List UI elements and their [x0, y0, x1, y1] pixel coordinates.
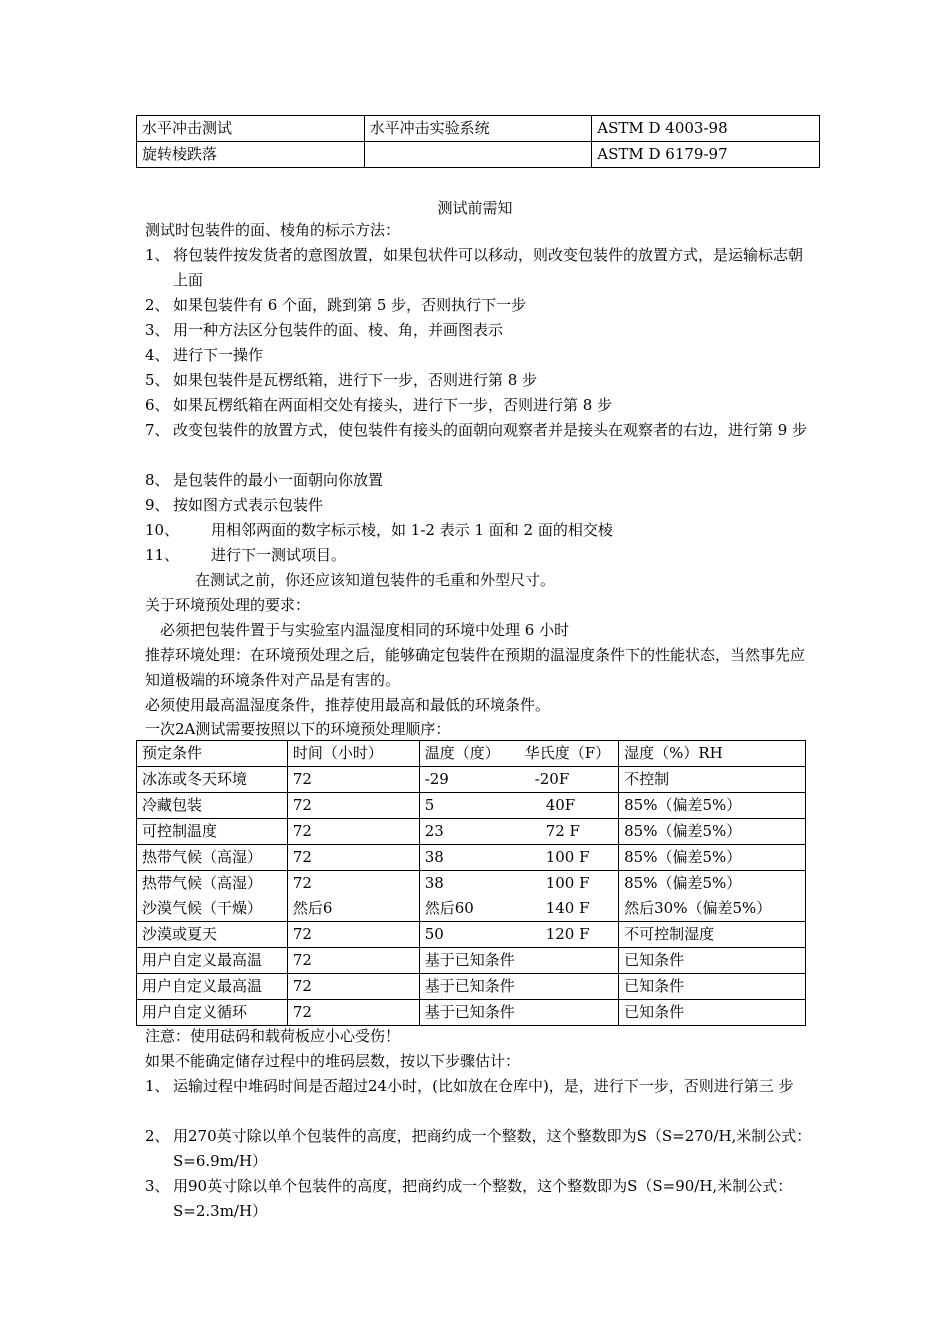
condition-cell: [137, 871, 288, 922]
table-cell: 水平冲击测试: [137, 116, 365, 142]
condition-cell: 冷藏包装: [137, 793, 288, 819]
section-title: 测试前需知: [437, 199, 513, 217]
stack-step-text: 用90英寸除以单个包装件的高度，把商约成一个整数，这个整数即为S（S=90/H,米制公式：S=2.3m/H）: [173, 1177, 793, 1220]
condition-cell: 可控制温度: [137, 819, 288, 845]
temp-cell: [419, 793, 618, 819]
condition-cell: 沙漠或夏天: [137, 922, 288, 948]
step-text: 进行下一操作: [173, 346, 264, 364]
fahrenheit-value: 40F: [545, 796, 576, 814]
table-cell: [364, 142, 592, 168]
environment-conditions-table: [136, 740, 806, 1026]
stack-intro: 如果不能确定储存过程中的堆码层数，按以下步骤估计：: [145, 1052, 521, 1070]
step-text: 改变包装件的放置方式，使包装件有接头的面朝向观察者并是接头在观察者的右边，进行第 9 步: [173, 421, 808, 439]
stack-step-text: 用270英寸除以单个包装件的高度，把商约成一个整数，这个整数即为S（S=270/H,米制公式：S=6.9m/H）: [173, 1127, 812, 1170]
stack-step-number: 3、: [145, 1177, 170, 1195]
stack-step-text: 运输过程中堆码时间是否超过24小时，(比如放在仓库中)，是，进行下一步，否则进行第三 步: [173, 1077, 794, 1095]
table-row: [137, 819, 806, 845]
humidity-cell: 85%（偏差5%）: [619, 819, 806, 845]
step-text: 按如图方式表示包装件: [173, 496, 324, 514]
condition-cell: 用户自定义最高温: [137, 948, 288, 974]
time-cell: 72: [287, 845, 419, 871]
fahrenheit-value: 100 F: [545, 848, 590, 866]
condition-cell: 冰冻或冬天环境: [137, 767, 288, 793]
fahrenheit-value: 120 F: [545, 925, 590, 943]
intro-text: 测试时包装件的面、棱角的标示方法：: [145, 221, 401, 239]
header-cell: 时间（小时）: [287, 741, 419, 767]
test-methods-table: [136, 115, 820, 168]
humidity-cell: [619, 871, 806, 922]
humidity-line: 85%（偏差5%）: [624, 874, 742, 892]
header-cell: 湿度（%）RH: [619, 741, 806, 767]
table-cell: 旋转棱跌落: [137, 142, 365, 168]
fahrenheit-value: 140 F: [545, 899, 590, 917]
humidity-cell: 不控制: [619, 767, 806, 793]
celsius-value: 23: [424, 822, 444, 840]
celsius-value: 5: [424, 796, 435, 814]
fahrenheit-value: 72 F: [545, 822, 580, 840]
step-number: 3、: [145, 321, 170, 339]
time-cell: 72: [287, 974, 419, 1000]
step-number: 9、: [145, 496, 170, 514]
table-row: [137, 948, 806, 974]
step-text: 如果包装件有 6 个面，跳到第 5 步，否则执行下一步: [173, 296, 527, 314]
step-text: 是包装件的最小一面朝向你放置: [173, 471, 384, 489]
time-cell: 72: [287, 1000, 419, 1026]
step-text: 如果包装件是瓦楞纸箱，进行下一步，否则进行第 8 步: [173, 371, 538, 389]
temp-line: [425, 871, 613, 896]
table-row-double: [137, 871, 806, 922]
temp-cell: [419, 871, 618, 922]
table-row: [137, 1000, 806, 1026]
temp-cell: [419, 767, 618, 793]
humidity-line: 然后30%（偏差5%）: [624, 899, 772, 917]
condition-cell: 热带气候（高湿）: [137, 845, 288, 871]
humidity-cell: 85%（偏差5%）: [619, 793, 806, 819]
stack-step-number: 1、: [145, 1077, 170, 1095]
celsius-value: -29: [424, 770, 449, 788]
time-line: 然后6: [292, 899, 333, 917]
table-row: [137, 116, 820, 142]
temp-line: [425, 896, 613, 921]
step-text: 如果瓦楞纸箱在两面相交处有接头，进行下一步，否则进行第 8 步: [173, 396, 613, 414]
celsius-value: 38: [424, 848, 444, 866]
time-line: 72: [292, 874, 312, 892]
step-number: 6、: [145, 396, 170, 414]
temp-cell: [419, 819, 618, 845]
stack-step-number: 2、: [145, 1127, 170, 1145]
condition-line: 热带气候（高湿）: [142, 874, 263, 892]
env-must: 必须把包装件置于与实验室内温湿度相同的环境中处理 6 小时: [160, 621, 570, 639]
temp-cell: [419, 845, 618, 871]
humidity-cell: 已知条件: [619, 1000, 806, 1026]
time-cell: 72: [287, 922, 419, 948]
humidity-cell: 已知条件: [619, 948, 806, 974]
step-text: 用相邻两面的数字标示棱，如 1-2 表示 1 面和 2 面的相交棱: [211, 521, 613, 539]
table-header-row: [137, 741, 806, 767]
step-number: 11、: [145, 546, 180, 564]
time-cell: 72: [287, 819, 419, 845]
step-text: 进行下一测试项目。: [211, 546, 347, 564]
temp-cell: [419, 922, 618, 948]
step-number: 1、: [145, 246, 170, 264]
condition-line: 沙漠气候（干燥）: [142, 899, 263, 917]
celsius-value: 50: [424, 925, 444, 943]
condition-cell: 用户自定义循环: [137, 1000, 288, 1026]
env-recommend: 推荐环境处理：在环境预处理之后，能够确定包装件在预期的温湿度条件下的性能状态，当然事先应知道极端的环境条件对产品是有害的。: [145, 646, 806, 689]
temp-cell: 基于已知条件: [419, 974, 618, 1000]
step-number: 2、: [145, 296, 170, 314]
step-number: 8、: [145, 471, 170, 489]
table-row: [137, 142, 820, 168]
celsius-value: 然后60: [424, 899, 474, 917]
table-row: [137, 793, 806, 819]
table-row: [137, 767, 806, 793]
header-cell: 预定条件: [137, 741, 288, 767]
env-sequence: 一次2A测试需要按照以下的环境预处理顺序：: [145, 720, 451, 738]
time-cell: [287, 871, 419, 922]
celsius-value: 38: [424, 874, 444, 892]
header-cell-temp: [419, 741, 618, 767]
condition-cell: 用户自定义最高温: [137, 974, 288, 1000]
table-row: [137, 974, 806, 1000]
header-fahrenheit: 华氏度（F）: [524, 744, 611, 762]
step-number: 5、: [145, 371, 170, 389]
step-number: 7、: [145, 421, 170, 439]
step-number: 10、: [145, 521, 180, 539]
temp-cell: 基于已知条件: [419, 948, 618, 974]
env-heading: 关于环境预处理的要求：: [145, 596, 311, 614]
header-celsius: 温度（度）: [424, 744, 500, 762]
time-cell: 72: [287, 948, 419, 974]
env-must-high: 必须使用最高温湿度条件，推荐使用最高和最低的环境条件。: [145, 696, 551, 714]
fahrenheit-value: 100 F: [545, 874, 590, 892]
table-cell: 水平冲击实验系统: [364, 116, 592, 142]
humidity-cell: 85%（偏差5%）: [619, 845, 806, 871]
step-text: 用一种方法区分包装件的面、棱、角，并画图表示: [173, 321, 504, 339]
caution-note: 注意：使用砝码和载荷板应小心受伤！: [145, 1027, 401, 1045]
humidity-cell: 不可控制湿度: [619, 922, 806, 948]
fahrenheit-value: -20F: [534, 770, 570, 788]
weight-note: 在测试之前，你还应该知道包装件的毛重和外型尺寸。: [195, 571, 556, 589]
step-number: 4、: [145, 346, 170, 364]
table-row: [137, 845, 806, 871]
time-cell: 72: [287, 793, 419, 819]
table-cell: ASTM D 4003-98: [592, 116, 820, 142]
step-text: 将包装件按发货者的意图放置，如果包状件可以移动，则改变包装件的放置方式，是运输标志朝上面: [173, 246, 804, 289]
table-row: [137, 922, 806, 948]
table-cell: ASTM D 6179-97: [592, 142, 820, 168]
temp-cell: 基于已知条件: [419, 1000, 618, 1026]
humidity-cell: 已知条件: [619, 974, 806, 1000]
time-cell: 72: [287, 767, 419, 793]
